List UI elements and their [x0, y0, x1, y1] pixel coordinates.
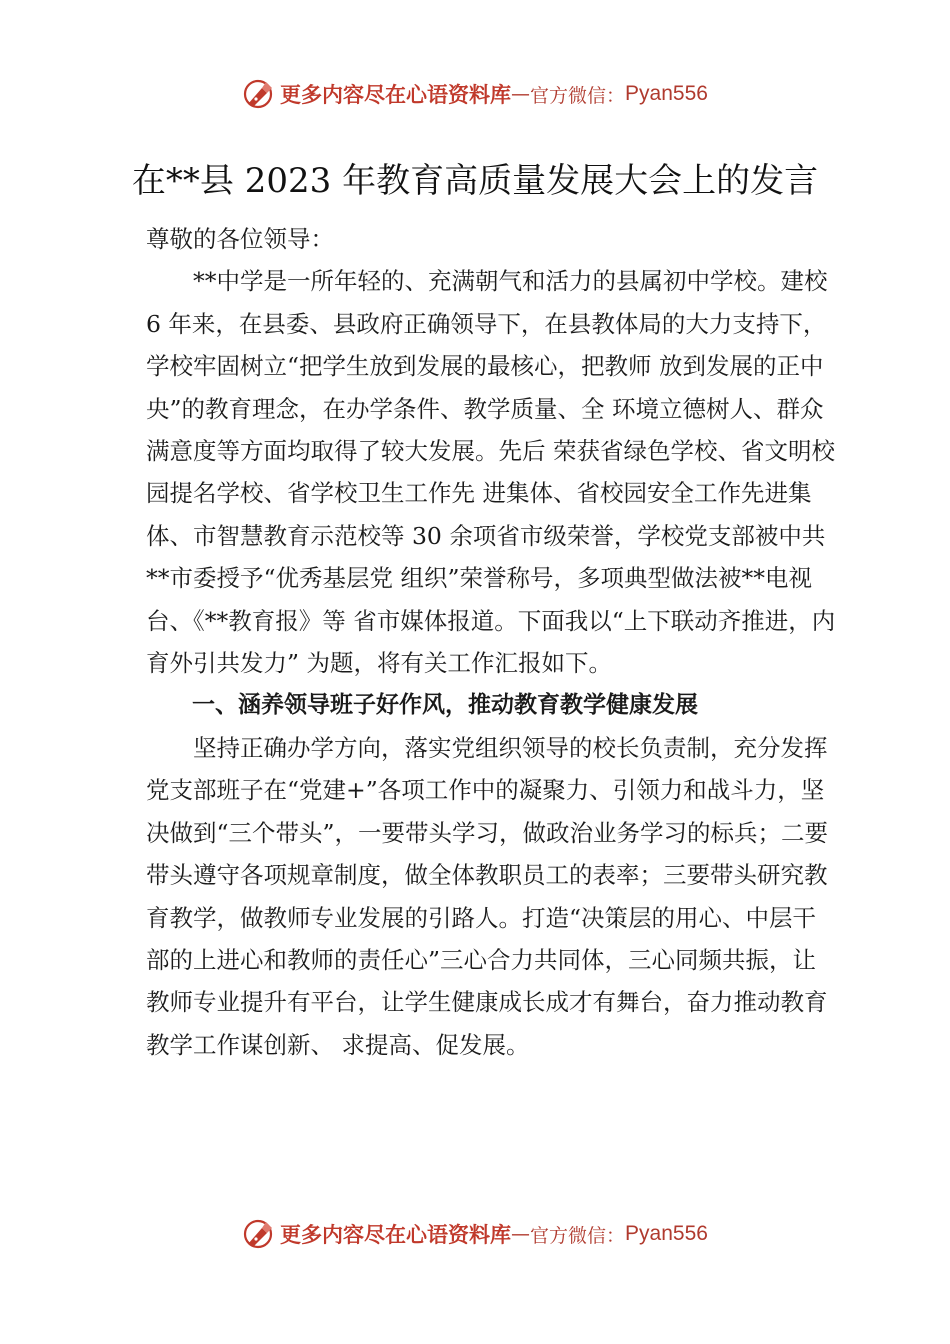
document-body [146, 218, 836, 1066]
footer-banner [0, 1212, 950, 1256]
banner-separator: — [511, 1223, 531, 1245]
pen-nib-logo-icon [242, 77, 276, 111]
banner-wechat-id: Pyan556 [625, 82, 708, 105]
pen-nib-logo-icon [242, 1217, 276, 1251]
banner-brand-text: 更多内容尽在心语资料库 [280, 82, 512, 107]
banner-separator: — [511, 83, 531, 105]
banner-wechat-label: 官方微信： [530, 1224, 626, 1247]
banner-brand-text: 更多内容尽在心语资料库 [280, 1222, 512, 1247]
paragraph-intro: **中学是一所年轻的、充满朝气和活力的县属初中学校。建校 6 年来，在县委、县政府正确领导下，在县教体局的大力支持下，学校牢固树立“把学生放到发展的最核心，把教师 放到发展的正中央”的教育理念，在办学条件、教学质量、全 环境立德树人、群众满意度等方面均取得了较大发展。先后 荣获省绿色学校、省文明校园提名学校、省学校卫生工作先 进集体、省校园安全工作先进集体、市智慧教育示范校等 30 余项省市级荣誉，学校党支部被中共**市委授予“优秀基层党 组织”荣誉称号，多项典型做法被**电视台、《**教育报》等 省市媒体报道。下面我以“上下联动齐推进，内育外引共发力” 为题，将有关工作汇报如下。 [146, 267, 836, 678]
header-banner [0, 72, 950, 116]
banner-wechat-id: Pyan556 [625, 1222, 708, 1245]
banner-wechat-label: 官方微信： [530, 84, 626, 107]
section-heading-1: 一、涵养领导班子好作风，推动教育教学健康发展 [192, 692, 698, 719]
document-title: 在**县 2023 年教育高质量发展大会上的发言 [131, 161, 819, 201]
salutation: 尊敬的各位领导： [146, 225, 334, 253]
paragraph-section-1: 坚持正确办学方向，落实党组织领导的校长负责制，充分发挥党支部班子在“党建+”各项工作中的凝聚力、引领力和战斗力，坚决做到“三个带头”，一要带头学习，做政治业务学习的标兵；二要带头遵守各项规章制度，做全体教职员工的表率；三要带头研究教育教学，做教师专业发展的引路人。打造“决策层的用心、中层干部的上进心和教师的责任心”三心合力共同体，三心同频共振，让教师专业提升有平台，让学生健康成长成才有舞台，奋力推动教育教学工作谋创新、 求提高、促发展。 [146, 733, 829, 1059]
